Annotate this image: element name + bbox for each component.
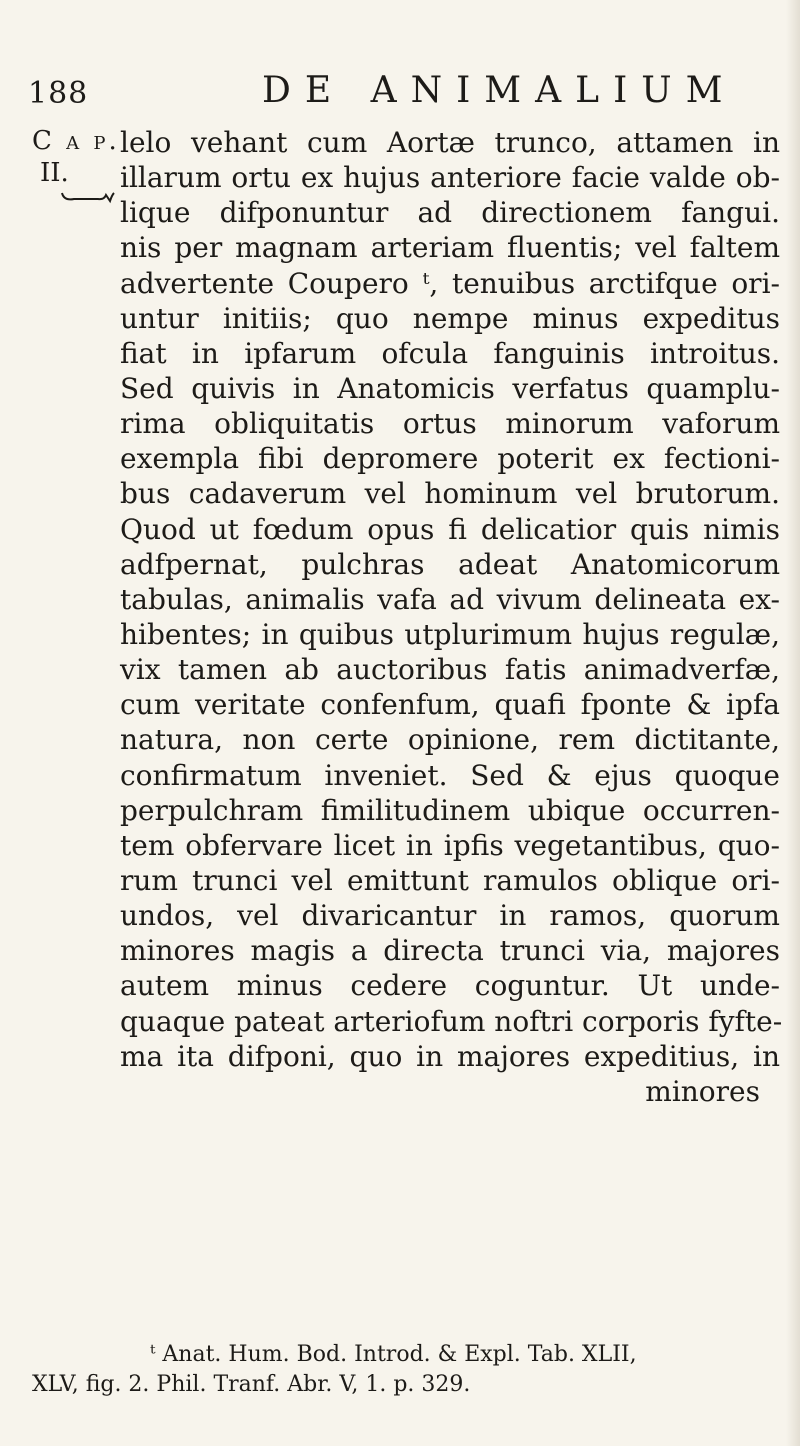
text-line: Sed quivis in Anatomicis verfatus quamplu-: [120, 371, 780, 405]
text-line: nis per magnam arteriam fluentis; vel faltem: [120, 231, 780, 265]
chapter-abbreviation: C a p.: [32, 126, 120, 156]
running-head: [0, 70, 800, 120]
page-edge-shadow: [786, 0, 800, 1446]
running-title: DE ANIMALIUM: [262, 70, 737, 111]
text-line: hibentes; in quibus utplurimum hujus regulæ,: [120, 617, 780, 651]
text-line: undos, vel divaricantur in ramos, quorum: [120, 899, 780, 933]
text-line: fiat in ipfarum ofcula fanguinis introitus.: [120, 336, 780, 370]
text-line: rima obliquitatis ortus minorum vaforum: [120, 407, 780, 441]
text-line: tabulas, animalis vafa ad vivum delineata ex-: [120, 582, 780, 616]
footnote-line: ᵗ Anat. Hum. Bod. Introd. & Expl. Tab. XLII,: [150, 1342, 637, 1367]
text-line: cum veritate confenfum, quafi fponte & ipfa: [120, 688, 780, 722]
page-number: 188: [28, 76, 89, 111]
footnote-line: XLV, fig. 2. Phil. Tranf. Abr. V, 1. p. 329.: [32, 1372, 471, 1397]
text-line: bus cadaverum vel hominum vel brutorum.: [120, 477, 780, 511]
text-line: rum trunci vel emittunt ramulos oblique ori-: [120, 863, 780, 897]
text-line: autem minus cedere coguntur. Ut unde-: [120, 969, 780, 1003]
body-text: [120, 125, 783, 1109]
text-line: tem obfervare licet in ipfis vegetantibus, quo-: [120, 828, 780, 862]
chapter-number: II.: [40, 158, 69, 188]
catchword-bracket-icon: [60, 191, 116, 205]
text-line: confirmatum inveniet. Sed & ejus quoque: [120, 758, 780, 792]
text-line: natura, non certe opinione, rem dictitante,: [120, 723, 780, 757]
text-line: illarum ortu ex hujus anteriore facie valde ob-: [120, 161, 780, 195]
text-line: lique difponuntur ad directionem fangui.: [120, 196, 780, 230]
text-line: advertente Coupero ᵗ, tenuibus arctifque ori-: [120, 266, 780, 300]
text-line: minores magis a directa trunci via, majores: [120, 934, 780, 968]
text-line: ma ita difponi, quo in majores expeditius, in: [120, 1039, 780, 1073]
catchword: minores: [645, 1074, 760, 1108]
text-line: vix tamen ab auctoribus fatis animadverfæ,: [120, 653, 780, 687]
text-line: untur initiis; quo nempe minus expeditus: [120, 301, 780, 335]
chapter-margin-note: [32, 125, 120, 205]
text-line: Quod ut fœdum opus fi delicatior quis nimis: [120, 512, 780, 546]
footnote: [32, 1340, 772, 1400]
text-line: exempla fibi depromere poterit ex fectioni-: [120, 442, 780, 476]
text-line: adfpernat, pulchras adeat Anatomicorum: [120, 547, 780, 581]
text-line: quaque pateat arteriofum noftri corporis fyfte-: [120, 1004, 783, 1038]
text-line: lelo vehant cum Aortæ trunco, attamen in: [120, 126, 780, 159]
text-line: perpulchram fimilitudinem ubique occurren-: [120, 793, 780, 827]
